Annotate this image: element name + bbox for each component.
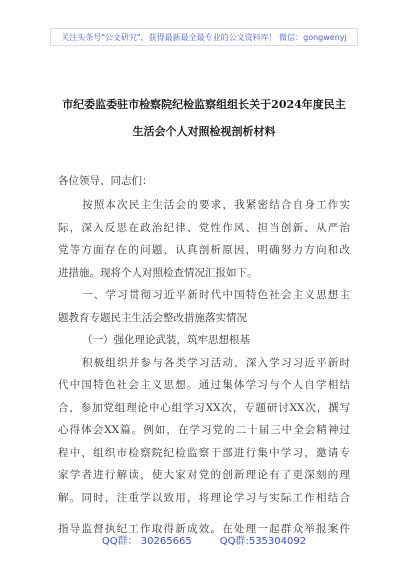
document-title-line-2: 生活会个人对照检视剖析材料 [132,125,276,138]
section-1-heading-line: 题教育专题民主生活会整改措施落实情况 [58,311,247,324]
paragraph-1-line: 党等方面存在的问题，认真剖析原因，明确努力方向和改 [58,244,350,256]
paragraph-1-line: 按照本次民主生活会的要求，我紧密结合自身工作实 [82,199,350,211]
header-banner: 关注头条号"公文研究"，获得最新最全最专业的公文资料库！ 微信：gongwenyj [50,28,358,46]
paragraph-2-line: 心得体会XX篇。例如，在学习党的二十届三中全会精神过 [58,424,350,436]
footer-qq-group-1: QQ群： 30265665 [101,536,192,547]
paragraph-1-line: 进措施。现将个人对照检查情况汇报如下。 [58,266,258,279]
paragraph-2-line: 程中，组织市检察院纪检监察干部进行集中学习，邀请专 [58,446,350,459]
subsection-1-heading: （一）强化理论武装，筑牢思想根基 [82,334,250,346]
paragraph-2-line: 代中国特色社会主义思想。通过集体学习与个人自学相结 [58,379,350,391]
paragraph-2-line: 积极组织并参与各类学习活动，深入学习习近平新时 [82,356,350,369]
paragraph-2-line: 指导监督执纪工作取得新成效。在处理一起群众举报案件 [58,523,350,535]
footer-qq-group-2: QQ群:535304092 [219,536,307,547]
document-title-line-1: 市纪委监委驻市检察院纪检监察组组长关于2024年度民主 [62,98,346,111]
section-1-heading-line: 一、学习贯彻习近平新时代中国特色社会主义思想主 [82,289,350,301]
salutation: 各位领导、同志们： [58,175,153,187]
paragraph-1-line: 际，深入反思在政治纪律、党性作风、担当创新、从严治 [58,221,350,234]
paragraph-2-line: 合，参加党组理论中心组学习XX次，专题研讨XX次，撰写 [58,401,350,414]
paragraph-2-line: 解。同时，注重学以致用，将理论学习与实际工作相结合 [58,491,350,504]
paragraph-2-line: 家学者进行解读，使大家对党的创新理论有了更深刻的理 [58,469,350,481]
